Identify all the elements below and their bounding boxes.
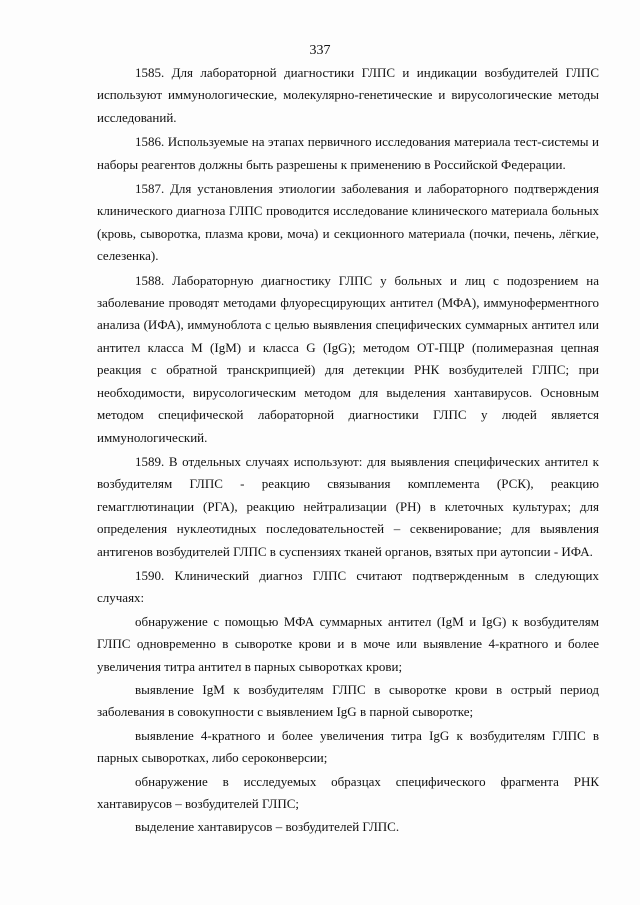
criterion-item: выделение хантавирусов – возбудителей ГЛПС.	[135, 819, 400, 835]
document-body	[97, 62, 599, 839]
criterion-item: выявление IgM к возбудителям ГЛПС в сыворотке крови в острый период заболевания в совокупности с выявлением IgG в парной сыворотке;	[97, 681, 599, 720]
criterion-item: обнаружение в исследуемых образцах специфического фрагмента РНК хантавирусов – возбудителей ГЛПС;	[97, 773, 599, 811]
paragraph-1587: 1587. Для установления этиологии заболевания и лабораторного подтверждения клинического диагноза ГЛПС проводится исследование клинического материала больных (кровь, сыворотка, плазма крови, моча) и секционного материала (почки, печень, лёгкие, селезенка).	[97, 181, 599, 264]
paragraph-1585: 1585. Для лабораторной диагностики ГЛПС и индикации возбудителей ГЛПС используют иммунологические, молекулярно-генетические и вирусологические методы исследований.	[97, 65, 599, 125]
criterion-item: обнаружение с помощью МФА суммарных антител (IgM и IgG) к возбудителям ГЛПС одновременно в сыворотке крови и в моче или выявление 4-кратного и более увеличения титра антител в парных сыворотках крови;	[97, 613, 599, 674]
page-number: 337	[309, 43, 331, 58]
paragraph-1588: 1588. Лабораторную диагностику ГЛПС у больных и лиц с подозрением на заболевание проводят методами флуоресцирующих антител (МФА), иммуноферментного анализа (ИФА), иммуноблота с целью выявления специфических суммарных антител или антител класса M (IgM) и класса G (IgG); методом ОТ-ПЦР (полимеразная цепная реакция с обратной транскрипцией) для детекции РНК возбудителей ГЛПС; при необходимости, вирусологическим методом для выделения хантавирусов. Основным методом специфической лабораторной диагностики ГЛПС у людей является иммунологический.	[97, 272, 599, 445]
paragraph-1589: 1589. В отдельных случаях используют: для выявления специфических антител к возбудителям ГЛПС - реакцию связывания комплемента (РСК), реакцию гемагглютинации (РГА), реакцию нейтрализации (РН) в клеточных культурах; для определения нуклеотидных последовательностей – секвенирование; для выявления антигенов возбудителей ГЛПС в суспензиях тканей органов, взятых при аутопсии - ИФА.	[97, 453, 599, 559]
paragraph-1590: 1590. Клинический диагноз ГЛПС считают подтвержденным в следующих случаях:	[97, 567, 599, 606]
paragraph-1586: 1586. Используемые на этапах первичного исследования материала тест-системы и наборы реагентов должны быть разрешены к применению в Российской Федерации.	[97, 134, 599, 172]
criterion-item: выявление 4-кратного и более увеличения титра IgG к возбудителям ГЛПС в парных сыворотках, либо сероконверсии;	[97, 727, 599, 766]
